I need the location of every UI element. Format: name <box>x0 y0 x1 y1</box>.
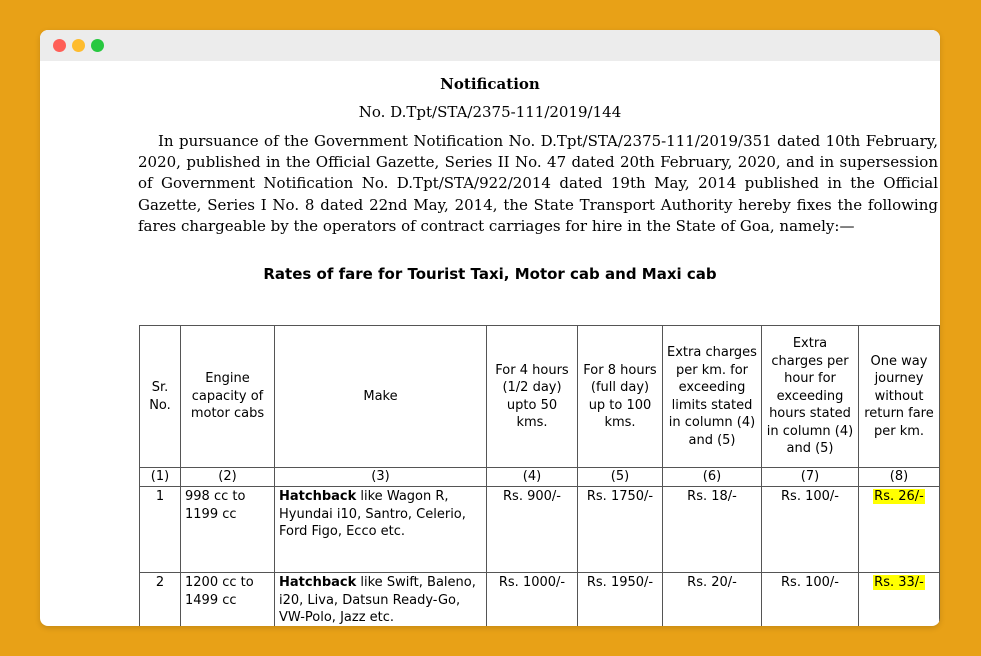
row-one-way-fare <box>859 487 940 573</box>
row-full-day-fare: Rs. 1950/- <box>578 573 663 627</box>
header-make: Make <box>275 326 487 468</box>
table-header-row <box>140 326 940 468</box>
make-category: Hatchback <box>279 575 357 590</box>
highlighted-fare: Rs. 26/- <box>874 489 924 504</box>
column-number: (5) <box>578 468 663 487</box>
column-number-row <box>140 468 940 487</box>
header-engine-capacity: Engine capacity of motor cabs <box>181 326 275 468</box>
notification-number: No. D.Tpt/STA/2375-111/2019/144 <box>358 103 622 121</box>
row-sr-no: 1 <box>140 487 181 573</box>
row-half-day-fare: Rs. 900/- <box>487 487 578 573</box>
document-page <box>40 61 940 626</box>
make-examples: like Wagon R, Hyundai i10, Santro, Celerio, Ford Figo, Ecco etc. <box>279 489 466 539</box>
table-row <box>140 487 940 573</box>
close-window-icon[interactable] <box>53 39 66 52</box>
row-sr-no: 2 <box>140 573 181 627</box>
header-one-way: One way journey without return fare per km. <box>859 326 940 468</box>
fare-table <box>139 325 940 626</box>
row-engine-capacity: 998 cc to 1199 cc <box>181 487 275 573</box>
notification-title: Notification <box>440 75 540 93</box>
column-number: (2) <box>181 468 275 487</box>
header-extra-hour: Extra charges per hour for exceeding hours stated in column (4) and (5) <box>762 326 859 468</box>
header-extra-km: Extra charges per km. for exceeding limits stated in column (4) and (5) <box>663 326 762 468</box>
maximize-window-icon[interactable] <box>91 39 104 52</box>
table-title: Rates of fare for Tourist Taxi, Motor cab and Maxi cab <box>263 265 717 283</box>
header-sr-no: Sr. No. <box>140 326 181 468</box>
table-row <box>140 573 940 627</box>
column-number: (6) <box>663 468 762 487</box>
column-number: (7) <box>762 468 859 487</box>
row-engine-capacity: 1200 cc to 1499 cc <box>181 573 275 627</box>
row-half-day-fare: Rs. 1000/- <box>487 573 578 627</box>
header-half-day: For 4 hours (1/2 day) upto 50 kms. <box>487 326 578 468</box>
column-number: (4) <box>487 468 578 487</box>
column-number: (3) <box>275 468 487 487</box>
make-category: Hatchback <box>279 489 357 504</box>
row-full-day-fare: Rs. 1750/- <box>578 487 663 573</box>
header-full-day: For 8 hours (full day) up to 100 kms. <box>578 326 663 468</box>
browser-window <box>40 30 940 626</box>
row-extra-km-charge: Rs. 18/- <box>663 487 762 573</box>
row-extra-hour-charge: Rs. 100/- <box>762 573 859 627</box>
window-titlebar <box>40 30 940 61</box>
notification-paragraph: In pursuance of the Government Notification No. D.Tpt/STA/2375-111/2019/351 dated 10th February, 2020, published in the Official Gazette, Series II No. 47 dated 20th February, 2020, and in supersession of Government Notification No. D.Tpt/STA/922/2014 dated 19th May, 2014 published in the Official Gazette, Series I No. 8 dated 22nd May, 2014, the State Transport Authority hereby fixes the following fares chargeable by the operators of contract carriages for hire in the State of Goa, namely:— <box>138 132 938 235</box>
row-make <box>275 487 487 573</box>
row-one-way-fare <box>859 573 940 627</box>
row-make <box>275 573 487 627</box>
column-number: (8) <box>859 468 940 487</box>
column-number: (1) <box>140 468 181 487</box>
highlighted-fare: Rs. 33/- <box>874 575 924 590</box>
row-extra-km-charge: Rs. 20/- <box>663 573 762 627</box>
row-extra-hour-charge: Rs. 100/- <box>762 487 859 573</box>
minimize-window-icon[interactable] <box>72 39 85 52</box>
make-examples: like Swift, Baleno, i20, Liva, Datsun Ready-Go, VW-Polo, Jazz etc. <box>279 575 476 625</box>
